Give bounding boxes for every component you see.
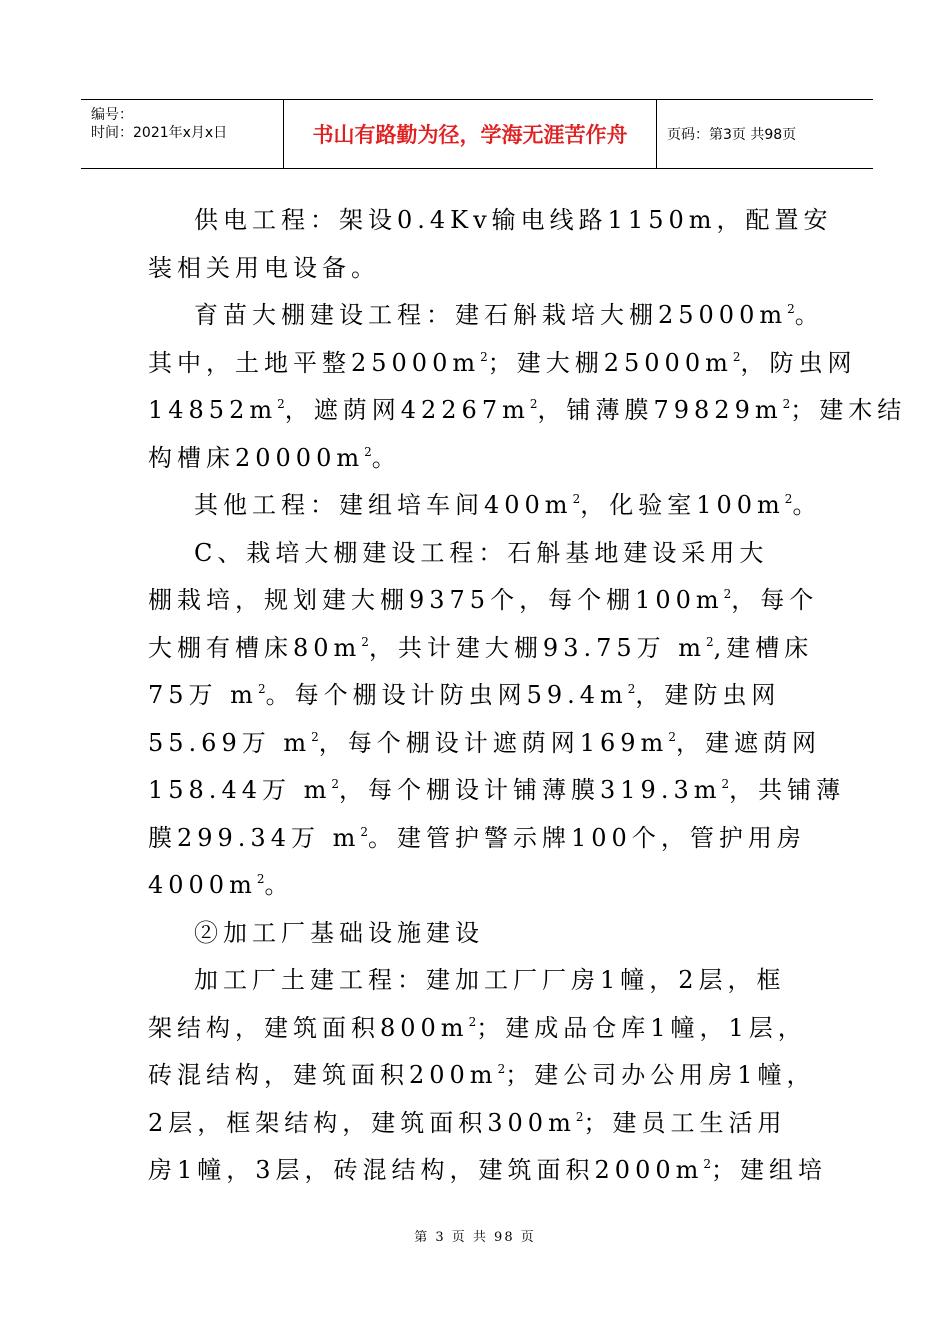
text-line: 其他工程：建组培车间$400m^2$，化验室$100m^2$。 (194, 491, 822, 519)
section-heading: ②加工厂基础设施建设 (194, 918, 484, 947)
superscript: 2 (364, 444, 372, 459)
superscript: 2 (257, 682, 266, 696)
superscript: 2 (497, 1062, 506, 1076)
text-line: 2层，框架结构，建筑面积$300m^2$；建员工生活用 (148, 1108, 787, 1137)
text-line: 158.44万 $m^2$，每个棚设计铺薄膜$319.3m^2$，共铺薄 (148, 776, 846, 804)
superscript: 2 (706, 634, 714, 649)
superscript: 2 (360, 824, 369, 839)
superscript: 2 (331, 777, 340, 791)
text-line: C、栽培大棚建设工程：石斛基地建设采用大 (194, 538, 769, 567)
superscript: 2 (468, 1014, 477, 1029)
text-line: 大棚有槽床$80m^2$，共计建大棚93.75万 $m^2$,建槽床 (148, 633, 814, 662)
number-label: 编号： (91, 107, 133, 123)
text-line: 育苗大棚建设工程：建石斛栽培大棚$25000m^2$。 (194, 301, 824, 329)
time-label: 时间：2021年x月x日 (91, 125, 228, 141)
document-body (148, 197, 907, 1195)
superscript: 2 (784, 492, 793, 506)
text-line: 供电工程：架设0.4Kv输电线路1150m，配置安 (194, 206, 833, 234)
superscript: 2 (703, 1157, 712, 1171)
superscript: 2 (575, 1109, 584, 1124)
header-page-info: 页码：第3页 共98页 (667, 127, 797, 143)
text-line: 膜299.34万 $m^2$。建管护警示牌100个，管护用房 (148, 823, 806, 852)
header-meta (81, 100, 283, 168)
text-line: 砖混结构，建筑面积$200m^2$；建公司办公用房1幢， (148, 1061, 816, 1089)
page-footer: 第 3 页 共 98 页 (414, 1230, 536, 1245)
text-line: 装相关用电设备。 (148, 253, 380, 282)
superscript: 2 (277, 397, 285, 411)
superscript: 2 (723, 587, 732, 601)
superscript: 2 (787, 302, 795, 316)
superscript: 2 (529, 397, 538, 411)
text-line: 75万 $m^2$。每个棚设计防虫网$59.4m^2$，建防虫网 (148, 681, 781, 709)
superscript: 2 (361, 634, 369, 649)
text-line: 55.69万 $m^2$，每个棚设计遮荫网$169m^2$，建遮荫网 (148, 728, 821, 757)
document-header (81, 99, 873, 169)
text-line: 其中，土地平整$25000m^2$；建大棚$25000m^2$，防虫网 (148, 348, 857, 377)
superscript: 2 (732, 349, 741, 364)
superscript: 2 (572, 492, 581, 506)
text-line: 棚栽培，规划建大棚9375个，每个棚$100m^2$，每个 (148, 586, 819, 614)
text-line: $14852m^2$，遮荫网$42267m^2$，铺薄膜$79829m^2$；建木结 (148, 396, 907, 424)
superscript: 2 (256, 872, 265, 886)
superscript: 2 (480, 349, 488, 364)
header-motto: 书山有路勤为径，学海无涯苦作舟 (312, 123, 628, 147)
text-line: 加工厂土建工程：建加工厂厂房1幢，2层，框 (194, 966, 786, 994)
text-line: $4000m^2$。 (148, 871, 294, 899)
superscript: 2 (668, 729, 676, 744)
superscript: 2 (311, 729, 319, 744)
superscript: 2 (627, 682, 636, 696)
text-line: 架结构，建筑面积$800m^2$；建成品仓库1幢，1层， (148, 1013, 807, 1042)
text-line: 房1幢，3层，砖混结构，建筑面积$2000m^2$；建组培 (148, 1156, 828, 1184)
text-line: 构槽床$20000m^2$。 (148, 443, 401, 472)
superscript: 2 (782, 397, 791, 411)
superscript: 2 (721, 777, 730, 791)
